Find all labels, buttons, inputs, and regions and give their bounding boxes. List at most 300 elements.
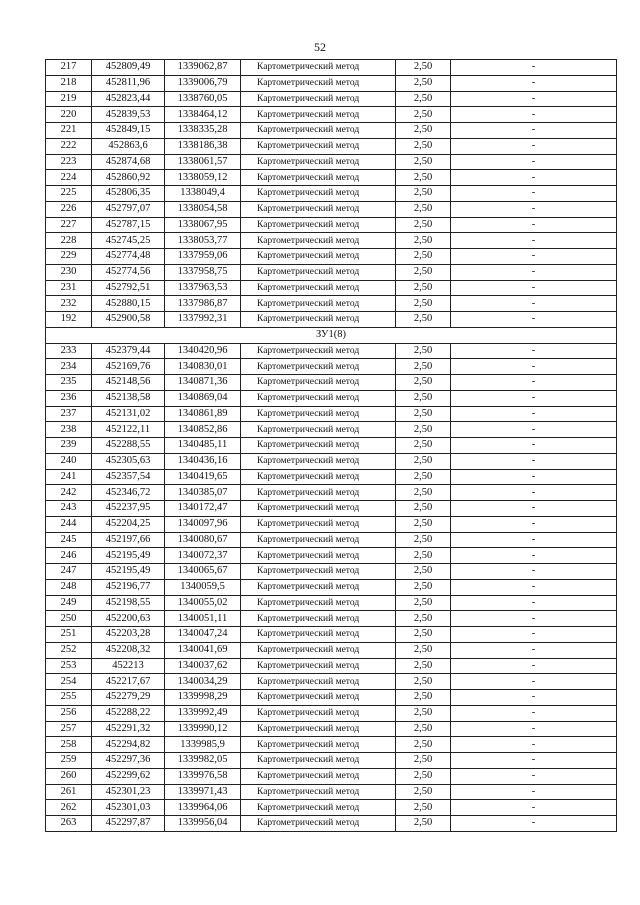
method-cell: Картометрический метод	[241, 784, 396, 800]
point-number-cell: 225	[46, 186, 92, 202]
x-coordinate-cell: 452288,22	[92, 705, 165, 721]
point-number-cell: 245	[46, 532, 92, 548]
note-cell: -	[451, 611, 617, 627]
y-coordinate-cell: 1337958,75	[165, 264, 241, 280]
y-coordinate-cell: 1340065,67	[165, 564, 241, 580]
x-coordinate-cell: 452203,28	[92, 627, 165, 643]
y-coordinate-cell: 1340830,01	[165, 359, 241, 375]
y-coordinate-cell: 1338049,4	[165, 186, 241, 202]
point-number-cell: 229	[46, 249, 92, 265]
table-row	[46, 627, 617, 643]
accuracy-cell: 2,50	[396, 753, 451, 769]
table-row	[46, 422, 617, 438]
y-coordinate-cell: 1338335,28	[165, 123, 241, 139]
method-cell: Картометрический метод	[241, 138, 396, 154]
method-cell: Картометрический метод	[241, 343, 396, 359]
note-cell: -	[451, 721, 617, 737]
table-row	[46, 579, 617, 595]
y-coordinate-cell: 1340385,07	[165, 485, 241, 501]
x-coordinate-cell: 452301,03	[92, 800, 165, 816]
y-coordinate-cell: 1337992,31	[165, 312, 241, 328]
y-coordinate-cell: 1339062,87	[165, 60, 241, 76]
x-coordinate-cell: 452198,55	[92, 595, 165, 611]
method-cell: Картометрический метод	[241, 233, 396, 249]
method-cell: Картометрический метод	[241, 768, 396, 784]
y-coordinate-cell: 1338186,38	[165, 138, 241, 154]
y-coordinate-cell: 1340852,86	[165, 422, 241, 438]
section-header-row	[46, 327, 617, 343]
y-coordinate-cell: 1340055,02	[165, 595, 241, 611]
accuracy-cell: 2,50	[396, 75, 451, 91]
table-row	[46, 768, 617, 784]
method-cell: Картометрический метод	[241, 595, 396, 611]
method-cell: Картометрический метод	[241, 453, 396, 469]
point-number-cell: 234	[46, 359, 92, 375]
point-number-cell: 249	[46, 595, 92, 611]
point-number-cell: 262	[46, 800, 92, 816]
y-coordinate-cell: 1340037,62	[165, 658, 241, 674]
point-number-cell: 257	[46, 721, 92, 737]
x-coordinate-cell: 452217,67	[92, 674, 165, 690]
x-coordinate-cell: 452357,54	[92, 469, 165, 485]
table-row	[46, 516, 617, 532]
note-cell: -	[451, 406, 617, 422]
y-coordinate-cell: 1338760,05	[165, 91, 241, 107]
method-cell: Картометрический метод	[241, 658, 396, 674]
y-coordinate-cell: 1340420,96	[165, 343, 241, 359]
method-cell: Картометрический метод	[241, 375, 396, 391]
note-cell: -	[451, 548, 617, 564]
x-coordinate-cell: 452880,15	[92, 296, 165, 312]
method-cell: Картометрический метод	[241, 627, 396, 643]
accuracy-cell: 2,50	[396, 800, 451, 816]
table-row	[46, 737, 617, 753]
note-cell: -	[451, 217, 617, 233]
page-number: 52	[314, 40, 326, 54]
table-row	[46, 75, 617, 91]
accuracy-cell: 2,50	[396, 296, 451, 312]
point-number-cell: 263	[46, 816, 92, 832]
note-cell: -	[451, 123, 617, 139]
method-cell: Картометрический метод	[241, 548, 396, 564]
point-number-cell: 254	[46, 674, 92, 690]
accuracy-cell: 2,50	[396, 60, 451, 76]
y-coordinate-cell: 1338054,58	[165, 201, 241, 217]
table-row	[46, 91, 617, 107]
accuracy-cell: 2,50	[396, 264, 451, 280]
table-row	[46, 264, 617, 280]
point-number-cell: 243	[46, 501, 92, 517]
point-number-cell: 247	[46, 564, 92, 580]
x-coordinate-cell: 452849,15	[92, 123, 165, 139]
y-coordinate-cell: 1339990,12	[165, 721, 241, 737]
note-cell: -	[451, 816, 617, 832]
accuracy-cell: 2,50	[396, 170, 451, 186]
method-cell: Картометрический метод	[241, 390, 396, 406]
x-coordinate-cell: 452195,49	[92, 564, 165, 580]
note-cell: -	[451, 690, 617, 706]
method-cell: Картометрический метод	[241, 170, 396, 186]
method-cell: Картометрический метод	[241, 154, 396, 170]
accuracy-cell: 2,50	[396, 154, 451, 170]
y-coordinate-cell: 1338059,12	[165, 170, 241, 186]
x-coordinate-cell: 452745,25	[92, 233, 165, 249]
note-cell: -	[451, 595, 617, 611]
method-cell: Картометрический метод	[241, 438, 396, 454]
table-row	[46, 343, 617, 359]
y-coordinate-cell: 1340047,24	[165, 627, 241, 643]
y-coordinate-cell: 1340080,67	[165, 532, 241, 548]
x-coordinate-cell: 452900,58	[92, 312, 165, 328]
method-cell: Картометрический метод	[241, 296, 396, 312]
x-coordinate-cell: 452809,49	[92, 60, 165, 76]
y-coordinate-cell: 1340072,37	[165, 548, 241, 564]
table-row	[46, 359, 617, 375]
accuracy-cell: 2,50	[396, 642, 451, 658]
point-number-cell: 261	[46, 784, 92, 800]
accuracy-cell: 2,50	[396, 690, 451, 706]
accuracy-cell: 2,50	[396, 422, 451, 438]
note-cell: -	[451, 375, 617, 391]
table-row	[46, 186, 617, 202]
point-number-cell: 232	[46, 296, 92, 312]
x-coordinate-cell: 452297,87	[92, 816, 165, 832]
method-cell: Картометрический метод	[241, 264, 396, 280]
note-cell: -	[451, 91, 617, 107]
note-cell: -	[451, 186, 617, 202]
x-coordinate-cell: 452797,07	[92, 201, 165, 217]
accuracy-cell: 2,50	[396, 532, 451, 548]
note-cell: -	[451, 800, 617, 816]
x-coordinate-cell: 452279,29	[92, 690, 165, 706]
accuracy-cell: 2,50	[396, 595, 451, 611]
note-cell: -	[451, 343, 617, 359]
method-cell: Картометрический метод	[241, 579, 396, 595]
table-row	[46, 690, 617, 706]
note-cell: -	[451, 233, 617, 249]
y-coordinate-cell: 1339006,79	[165, 75, 241, 91]
method-cell: Картометрический метод	[241, 249, 396, 265]
accuracy-cell: 2,50	[396, 312, 451, 328]
note-cell: -	[451, 674, 617, 690]
method-cell: Картометрический метод	[241, 75, 396, 91]
point-number-cell: 220	[46, 107, 92, 123]
note-cell: -	[451, 627, 617, 643]
accuracy-cell: 2,50	[396, 406, 451, 422]
note-cell: -	[451, 564, 617, 580]
accuracy-cell: 2,50	[396, 186, 451, 202]
method-cell: Картометрический метод	[241, 737, 396, 753]
accuracy-cell: 2,50	[396, 280, 451, 296]
x-coordinate-cell: 452208,32	[92, 642, 165, 658]
accuracy-cell: 2,50	[396, 611, 451, 627]
accuracy-cell: 2,50	[396, 768, 451, 784]
table-row	[46, 375, 617, 391]
accuracy-cell: 2,50	[396, 658, 451, 674]
y-coordinate-cell: 1340051,11	[165, 611, 241, 627]
x-coordinate-cell: 452823,44	[92, 91, 165, 107]
method-cell: Картометрический метод	[241, 312, 396, 328]
method-cell: Картометрический метод	[241, 60, 396, 76]
note-cell: -	[451, 312, 617, 328]
note-cell: -	[451, 737, 617, 753]
y-coordinate-cell: 1339971,43	[165, 784, 241, 800]
x-coordinate-cell: 452291,32	[92, 721, 165, 737]
table-row	[46, 611, 617, 627]
note-cell: -	[451, 154, 617, 170]
y-coordinate-cell: 1340172,47	[165, 501, 241, 517]
accuracy-cell: 2,50	[396, 816, 451, 832]
table-row	[46, 107, 617, 123]
method-cell: Картометрический метод	[241, 642, 396, 658]
table-row	[46, 642, 617, 658]
point-number-cell: 233	[46, 343, 92, 359]
x-coordinate-cell: 452131,02	[92, 406, 165, 422]
table-row	[46, 548, 617, 564]
x-coordinate-cell: 452774,48	[92, 249, 165, 265]
x-coordinate-cell: 452237,95	[92, 501, 165, 517]
coordinates-table-body	[46, 60, 617, 832]
table-row	[46, 217, 617, 233]
table-row	[46, 674, 617, 690]
method-cell: Картометрический метод	[241, 516, 396, 532]
method-cell: Картометрический метод	[241, 422, 396, 438]
point-number-cell: 230	[46, 264, 92, 280]
accuracy-cell: 2,50	[396, 375, 451, 391]
accuracy-cell: 2,50	[396, 438, 451, 454]
y-coordinate-cell: 1340419,65	[165, 469, 241, 485]
y-coordinate-cell: 1337986,87	[165, 296, 241, 312]
method-cell: Картометрический метод	[241, 705, 396, 721]
table-row	[46, 721, 617, 737]
method-cell: Картометрический метод	[241, 485, 396, 501]
point-number-cell: 255	[46, 690, 92, 706]
x-coordinate-cell: 452204,25	[92, 516, 165, 532]
note-cell: -	[451, 390, 617, 406]
method-cell: Картометрический метод	[241, 91, 396, 107]
table-row	[46, 800, 617, 816]
x-coordinate-cell: 452297,36	[92, 753, 165, 769]
note-cell: -	[451, 422, 617, 438]
table-row	[46, 406, 617, 422]
point-number-cell: 227	[46, 217, 92, 233]
note-cell: -	[451, 485, 617, 501]
x-coordinate-cell: 452860,92	[92, 170, 165, 186]
accuracy-cell: 2,50	[396, 390, 451, 406]
note-cell: -	[451, 768, 617, 784]
y-coordinate-cell: 1338464,12	[165, 107, 241, 123]
table-row	[46, 170, 617, 186]
note-cell: -	[451, 705, 617, 721]
table-row	[46, 532, 617, 548]
note-cell: -	[451, 658, 617, 674]
x-coordinate-cell: 452196,77	[92, 579, 165, 595]
x-coordinate-cell: 452299,62	[92, 768, 165, 784]
method-cell: Картометрический метод	[241, 611, 396, 627]
x-coordinate-cell: 452197,66	[92, 532, 165, 548]
accuracy-cell: 2,50	[396, 233, 451, 249]
table-row	[46, 138, 617, 154]
point-number-cell: 252	[46, 642, 92, 658]
x-coordinate-cell: 452195,49	[92, 548, 165, 564]
table-row	[46, 280, 617, 296]
method-cell: Картометрический метод	[241, 186, 396, 202]
point-number-cell: 253	[46, 658, 92, 674]
note-cell: -	[451, 359, 617, 375]
y-coordinate-cell: 1339992,49	[165, 705, 241, 721]
x-coordinate-cell: 452863,6	[92, 138, 165, 154]
accuracy-cell: 2,50	[396, 453, 451, 469]
y-coordinate-cell: 1339976,58	[165, 768, 241, 784]
table-row	[46, 469, 617, 485]
accuracy-cell: 2,50	[396, 501, 451, 517]
method-cell: Картометрический метод	[241, 674, 396, 690]
x-coordinate-cell: 452806,35	[92, 186, 165, 202]
point-number-cell: 228	[46, 233, 92, 249]
point-number-cell: 239	[46, 438, 92, 454]
point-number-cell: 258	[46, 737, 92, 753]
x-coordinate-cell: 452346,72	[92, 485, 165, 501]
note-cell: -	[451, 264, 617, 280]
y-coordinate-cell: 1339956,04	[165, 816, 241, 832]
x-coordinate-cell: 452294,82	[92, 737, 165, 753]
table-row	[46, 201, 617, 217]
y-coordinate-cell: 1338067,95	[165, 217, 241, 233]
point-number-cell: 219	[46, 91, 92, 107]
point-number-cell: 259	[46, 753, 92, 769]
method-cell: Картометрический метод	[241, 816, 396, 832]
table-row	[46, 453, 617, 469]
table-row	[46, 784, 617, 800]
y-coordinate-cell: 1340869,04	[165, 390, 241, 406]
accuracy-cell: 2,50	[396, 705, 451, 721]
point-number-cell: 237	[46, 406, 92, 422]
accuracy-cell: 2,50	[396, 201, 451, 217]
coordinates-table	[45, 59, 617, 832]
y-coordinate-cell: 1337963,53	[165, 280, 241, 296]
note-cell: -	[451, 469, 617, 485]
x-coordinate-cell: 452874,68	[92, 154, 165, 170]
note-cell: -	[451, 296, 617, 312]
note-cell: -	[451, 532, 617, 548]
y-coordinate-cell: 1339982,05	[165, 753, 241, 769]
method-cell: Картометрический метод	[241, 107, 396, 123]
y-coordinate-cell: 1339964,06	[165, 800, 241, 816]
y-coordinate-cell: 1339985,9	[165, 737, 241, 753]
note-cell: -	[451, 138, 617, 154]
accuracy-cell: 2,50	[396, 564, 451, 580]
point-number-cell: 221	[46, 123, 92, 139]
accuracy-cell: 2,50	[396, 359, 451, 375]
accuracy-cell: 2,50	[396, 469, 451, 485]
method-cell: Картометрический метод	[241, 201, 396, 217]
accuracy-cell: 2,50	[396, 737, 451, 753]
note-cell: -	[451, 170, 617, 186]
note-cell: -	[451, 784, 617, 800]
accuracy-cell: 2,50	[396, 784, 451, 800]
note-cell: -	[451, 453, 617, 469]
x-coordinate-cell: 452148,56	[92, 375, 165, 391]
point-number-cell: 250	[46, 611, 92, 627]
point-number-cell: 226	[46, 201, 92, 217]
method-cell: Картометрический метод	[241, 690, 396, 706]
x-coordinate-cell: 452122,11	[92, 422, 165, 438]
point-number-cell: 256	[46, 705, 92, 721]
point-number-cell: 222	[46, 138, 92, 154]
table-row	[46, 485, 617, 501]
note-cell: -	[451, 249, 617, 265]
x-coordinate-cell: 452787,15	[92, 217, 165, 233]
table-row	[46, 501, 617, 517]
note-cell: -	[451, 280, 617, 296]
table-row	[46, 123, 617, 139]
point-number-cell: 238	[46, 422, 92, 438]
table-row	[46, 595, 617, 611]
method-cell: Картометрический метод	[241, 406, 396, 422]
y-coordinate-cell: 1340436,16	[165, 453, 241, 469]
method-cell: Картометрический метод	[241, 721, 396, 737]
y-coordinate-cell: 1340861,89	[165, 406, 241, 422]
note-cell: -	[451, 753, 617, 769]
y-coordinate-cell: 1339998,29	[165, 690, 241, 706]
x-coordinate-cell: 452169,76	[92, 359, 165, 375]
accuracy-cell: 2,50	[396, 548, 451, 564]
accuracy-cell: 2,50	[396, 579, 451, 595]
table-row	[46, 154, 617, 170]
section-title: ЗУ1(8)	[46, 327, 617, 343]
accuracy-cell: 2,50	[396, 217, 451, 233]
x-coordinate-cell: 452200,63	[92, 611, 165, 627]
table-row	[46, 60, 617, 76]
note-cell: -	[451, 107, 617, 123]
y-coordinate-cell: 1340097,96	[165, 516, 241, 532]
table-row	[46, 658, 617, 674]
note-cell: -	[451, 60, 617, 76]
note-cell: -	[451, 75, 617, 91]
table-row	[46, 564, 617, 580]
method-cell: Картометрический метод	[241, 280, 396, 296]
method-cell: Картометрический метод	[241, 469, 396, 485]
method-cell: Картометрический метод	[241, 501, 396, 517]
x-coordinate-cell: 452288,55	[92, 438, 165, 454]
accuracy-cell: 2,50	[396, 721, 451, 737]
accuracy-cell: 2,50	[396, 627, 451, 643]
method-cell: Картометрический метод	[241, 217, 396, 233]
table-row	[46, 816, 617, 832]
table-row	[46, 438, 617, 454]
accuracy-cell: 2,50	[396, 138, 451, 154]
method-cell: Картометрический метод	[241, 359, 396, 375]
note-cell: -	[451, 201, 617, 217]
point-number-cell: 231	[46, 280, 92, 296]
accuracy-cell: 2,50	[396, 107, 451, 123]
method-cell: Картометрический метод	[241, 564, 396, 580]
point-number-cell: 192	[46, 312, 92, 328]
accuracy-cell: 2,50	[396, 674, 451, 690]
y-coordinate-cell: 1338053,77	[165, 233, 241, 249]
point-number-cell: 235	[46, 375, 92, 391]
accuracy-cell: 2,50	[396, 123, 451, 139]
y-coordinate-cell: 1340034,29	[165, 674, 241, 690]
point-number-cell: 223	[46, 154, 92, 170]
x-coordinate-cell: 452213	[92, 658, 165, 674]
point-number-cell: 241	[46, 469, 92, 485]
x-coordinate-cell: 452379,44	[92, 343, 165, 359]
point-number-cell: 240	[46, 453, 92, 469]
table-row	[46, 390, 617, 406]
table-row	[46, 705, 617, 721]
x-coordinate-cell: 452305,63	[92, 453, 165, 469]
